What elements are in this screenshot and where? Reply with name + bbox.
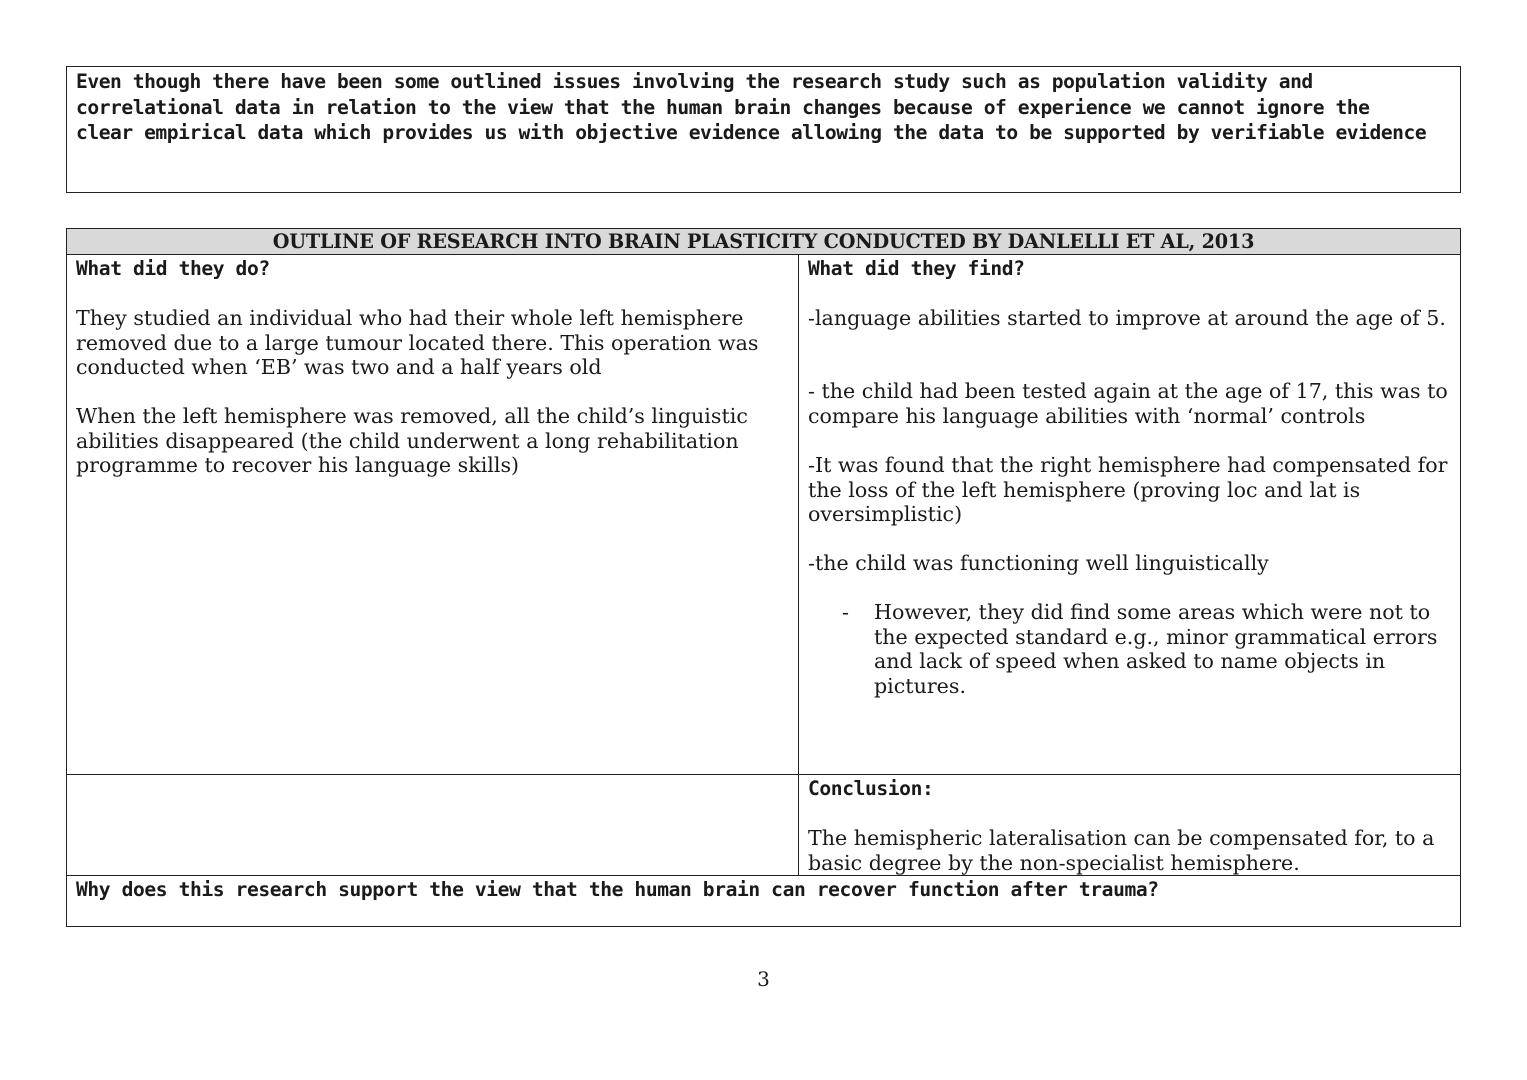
table-heading: OUTLINE OF RESEARCH INTO BRAIN PLASTICITY CONDUCTED BY DANLELLI ET AL, 2013 <box>67 229 1460 255</box>
what-did-they-find-heading: What did they find? <box>808 257 1025 280</box>
bullet-text: However, they did find some areas which were not to the expected standard e.g., minor grammatical errors and lack of speed when asked to name objects in pictures. <box>874 600 1438 698</box>
column-divider <box>798 255 799 876</box>
question-prompt: Why does this research support the view that the human brain can recover function after trauma? <box>76 878 1159 901</box>
conclusion-heading: Conclusion: <box>808 777 934 800</box>
what-did-they-do-heading: What did they do? <box>76 257 270 280</box>
summary-line: clear empirical data which provides us with objective evidence allowing the data to be supported by verifiable evidence <box>76 121 1427 144</box>
summary-line: Even though there have been some outlined issues involving the research study such as population validity and <box>76 70 1313 93</box>
conclusion-text: The hemispheric lateralisation can be compensated for, to a basic degree by the non-specialist hemisphere. <box>808 826 1435 875</box>
finding-paragraph: -language abilities started to improve at around the age of 5. <box>808 306 1446 330</box>
summary-line: correlational data in relation to the view that the human brain changes because of experience we cannot ignore the <box>76 95 1370 119</box>
finding-paragraph: - the child had been tested again at the age of 17, this was to compare his language abilities with ‘normal’ controls <box>808 379 1448 428</box>
bullet-marker: - <box>842 600 849 624</box>
finding-paragraph: -It was found that the right hemisphere had compensated for the loss of the left hemisphere (proving loc and lat is oversimplistic) <box>808 453 1448 527</box>
method-paragraph: When the left hemisphere was removed, all the child’s linguistic abilities disappeared (the child underwent a long rehabilitation programme to recover his language skills) <box>76 404 748 478</box>
page-number: 3 <box>757 967 770 991</box>
finding-paragraph: -the child was functioning well linguistically <box>808 551 1269 575</box>
row-divider <box>67 774 1460 775</box>
research-table <box>66 228 1461 927</box>
method-paragraph: They studied an individual who had their whole left hemisphere removed due to a large tumour located there. This operation was conducted when ‘EB’ was two and a half years old <box>76 306 759 380</box>
summary-box <box>66 66 1461 193</box>
